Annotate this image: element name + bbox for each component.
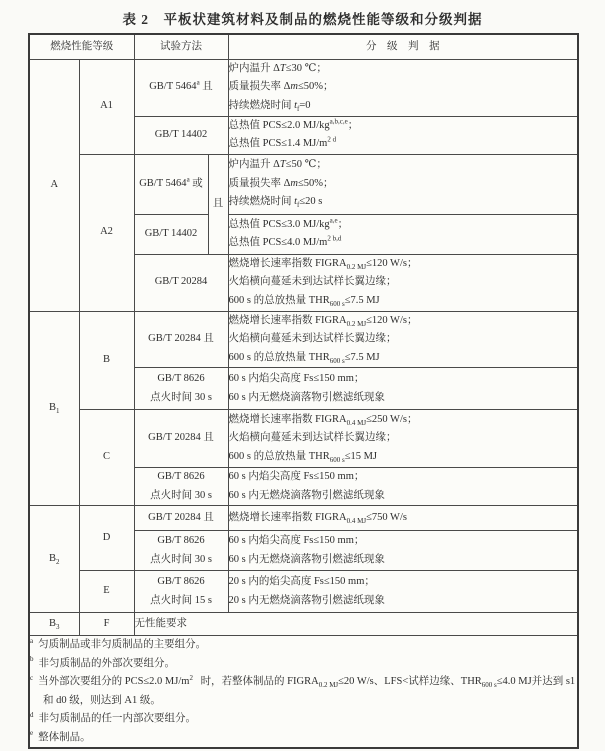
grade-cell-a1: A1 <box>79 59 134 154</box>
footnote-text: 整体制品。 <box>38 731 91 743</box>
grade-cell-d: D <box>79 506 134 571</box>
text-line: 600 s 的总放热量 $THR_{600 s}\le 15$ MJ <box>228 450 378 464</box>
table-title: 表 2 平板状建筑材料及制品的燃烧性能等级和分级判据 <box>122 12 483 27</box>
footnote-d <box>30 710 577 729</box>
and-conjunction-cell: 且 <box>208 154 228 254</box>
method-cell-c-1 <box>134 410 228 468</box>
text-line: 燃烧增长速率指数 $FIGRA_{0.2 MJ}\le 120$ W/s； <box>228 257 418 271</box>
text-line: 炉内温升 ΔT≤50 ℃； <box>228 159 327 171</box>
text-line: 点火时间 30 s <box>150 489 212 501</box>
text-line: 总热值 PCS≤2.0 MJ/kg$^{a,b,c,e}$； <box>228 117 359 131</box>
text-line: 持续燃烧时间 $t_f=0$ <box>228 99 311 113</box>
text-line: 点火时间 30 s <box>150 391 212 403</box>
footnote-a <box>30 636 577 655</box>
grade-cell-b: B <box>79 311 134 410</box>
grade-cell-a2: A2 <box>79 154 134 311</box>
criteria-cell-a1-2 <box>228 116 578 154</box>
footnote-e <box>30 729 577 748</box>
group-cell-b1: $B_1$ <box>29 311 79 506</box>
method-cell-a2-3 <box>134 254 228 311</box>
requirement-cell-f: 无性能要求 <box>134 613 578 636</box>
text-line: 600 s 的总放热量 $THR_{600 s}\le 7.5$ MJ <box>228 351 380 365</box>
footnote-marker: d <box>30 710 34 719</box>
footnote-text: 非匀质制品的任一内部次要组分。 <box>38 713 196 724</box>
text-line: 总热值 PCS≤3.0 MJ/kg$^{a,e}$； <box>228 216 349 230</box>
footnote-marker: a <box>30 636 34 645</box>
group-cell-b2: $B_2$ <box>29 506 79 613</box>
group-cell-b3: $B_3$ <box>29 613 79 636</box>
text-line: 60 s 内焰尖高度 Fs≤150 mm； <box>228 471 365 482</box>
grade-cell-e: E <box>79 571 134 613</box>
table-row <box>29 154 578 214</box>
criteria-cell-a1-1 <box>228 59 578 116</box>
criteria-cell-d-2 <box>228 531 578 571</box>
criteria-cell-e-1 <box>228 571 578 613</box>
text-line: 60 s 内焰尖高度 Fs≤150 mm； <box>228 535 365 546</box>
criteria-cell-c-1 <box>228 410 578 468</box>
text-line: 质量损失率 Δm≤50%； <box>228 177 334 189</box>
text-line: 火焰横向蔓延未到达试样长翼边缘； <box>228 276 397 288</box>
text-line: GB/T 8626 <box>157 373 205 384</box>
footnote-marker: e <box>30 729 34 737</box>
text-line: 60 s 内焰尖高度 Fs≤150 mm； <box>228 373 365 384</box>
footnote-text: 匀质制品或非匀质制品的主要组分。 <box>38 639 207 650</box>
table-row <box>29 506 578 531</box>
text-line: GB/T 5464$^a$ 且 <box>149 78 213 93</box>
method-cell-c-2 <box>134 468 228 506</box>
header-grade: 燃烧性能等级 <box>29 34 134 59</box>
method-cell-a2-2 <box>134 214 208 254</box>
grade-cell-c: C <box>79 410 134 506</box>
footnote-marker: c <box>30 673 34 682</box>
text-line: GB/T 14402 <box>154 128 208 140</box>
text-line: 火焰横向蔓延未到达试样长翼边缘； <box>228 333 397 344</box>
text-line: 60 s 内无燃烧滴落物引燃滤纸现象 <box>228 391 385 403</box>
text-line: 火焰横向蔓延未到达试样长翼边缘； <box>228 432 397 444</box>
text-line: GB/T 8626 <box>157 535 205 546</box>
table-row <box>29 311 578 368</box>
criteria-cell-a2-3 <box>228 254 578 311</box>
method-cell-a1-2 <box>134 116 228 154</box>
method-cell-b-2 <box>134 368 228 410</box>
table-row <box>29 59 578 116</box>
footnotes-block <box>29 636 578 749</box>
text-line: GB/T 14402 <box>144 227 198 239</box>
text-line: 60 s 内无燃烧滴落物引燃滤纸现象 <box>228 553 385 565</box>
text-line: 炉内温升 ΔT≤30 ℃； <box>228 62 327 74</box>
text-line: 60 s 内无燃烧滴落物引燃滤纸现象 <box>228 489 385 501</box>
footnote-text: 当外部次要组分的 PCS≤2.0 $MJ/m^2$ 时，若整体制品的 $FIGRA_{0.2 MJ}\le 20$ W/s、LFS<试样边缘、$THR_{600 s}\le 4.0$ MJ并达到 s1 和 d0 级，则达到 A1 级。 <box>38 673 576 706</box>
criteria-cell-a2-2 <box>228 214 578 254</box>
header-criteria: 分 级 判 据 <box>228 34 578 59</box>
text-line: 持续燃烧时间 $t_f\le 20$ s <box>228 196 323 210</box>
text-line: GB/T 8626 <box>157 576 205 587</box>
text-line: 总热值 PCS≤1.4 $MJ/m^{2 d}$ <box>228 135 337 149</box>
criteria-cell-d-1 <box>228 506 578 531</box>
text-line: 点火时间 15 s <box>150 594 212 606</box>
method-cell-d-2 <box>134 531 228 571</box>
group-cell-a: A <box>29 59 79 311</box>
text-line: 20 s 内无燃烧滴落物引燃滤纸现象 <box>228 594 385 606</box>
text-line: 600 s 的总放热量 $THR_{600 s}\le 7.5$ MJ <box>228 294 380 308</box>
criteria-cell-b-1 <box>228 311 578 368</box>
footnote-b <box>30 655 577 674</box>
method-cell-e-1 <box>134 571 228 613</box>
text-line: 20 s 内的焰尖高度 Fs≤150 mm； <box>228 576 375 587</box>
text-line: 燃烧增长速率指数 $FIGRA_{0.4 MJ}\le 750$ W/s <box>228 511 407 525</box>
table-row <box>29 613 578 636</box>
text-line: GB/T 20284 <box>154 276 208 288</box>
text-line: 燃烧增长速率指数 $FIGRA_{0.4 MJ}\le 250$ W/s； <box>228 413 418 427</box>
method-cell-b-1 <box>134 311 228 368</box>
header-method: 试验方法 <box>134 34 228 59</box>
footnote-marker: b <box>30 655 34 663</box>
footnote-row <box>29 636 578 749</box>
table-row <box>29 410 578 468</box>
text-line: 总热值 PCS≤4.0 $MJ/m^{2 b,d}$ <box>228 234 342 248</box>
table-row <box>29 571 578 613</box>
text-line: GB/T 5464$^a$ 或 <box>139 175 203 189</box>
footnote-c <box>30 673 577 710</box>
text-line: GB/T 20284 且 <box>148 511 214 523</box>
footnote-text: 非匀质制品的外部次要组分。 <box>38 657 175 669</box>
criteria-cell-c-2 <box>228 468 578 506</box>
classification-table <box>28 33 579 749</box>
criteria-cell-b-2 <box>228 368 578 410</box>
text-line: 燃烧增长速率指数 $FIGRA_{0.2 MJ}\le 120$ W/s； <box>228 314 418 328</box>
grade-cell-f: F <box>79 613 134 636</box>
text-line: GB/T 8626 <box>157 471 205 482</box>
method-cell-d-1 <box>134 506 228 531</box>
method-cell-a2-1 <box>134 154 208 214</box>
method-cell-a1-1 <box>134 59 228 116</box>
header-row <box>29 34 578 59</box>
text-line: GB/T 20284 且 <box>148 333 214 344</box>
text-line: 点火时间 30 s <box>150 553 212 565</box>
criteria-cell-a2-1 <box>228 154 578 214</box>
text-line: GB/T 20284 且 <box>148 432 214 444</box>
text-line: 质量损失率 Δm≤50%； <box>228 81 334 93</box>
